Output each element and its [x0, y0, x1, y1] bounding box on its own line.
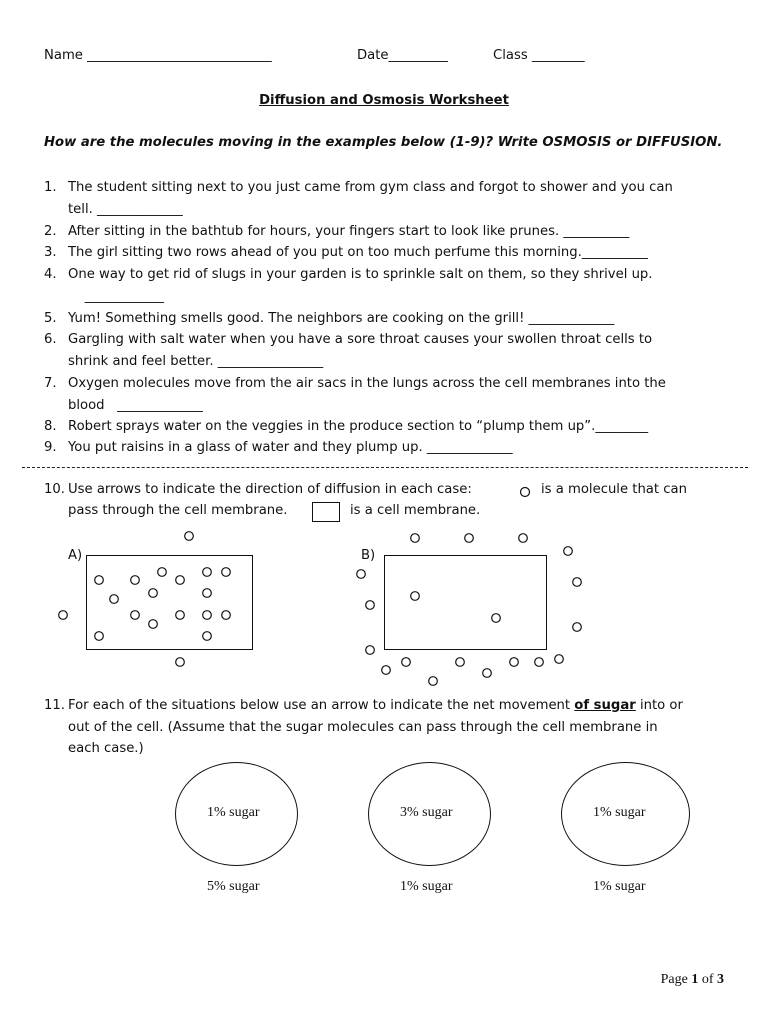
question-text: The student sitting next to you just came from gym class and forgot to shower and you can: [68, 180, 673, 195]
molecule: [456, 658, 465, 667]
molecule: [429, 677, 438, 686]
molecule: [203, 589, 212, 598]
question-number: 5.: [44, 311, 57, 326]
date-field[interactable]: Date_________: [357, 48, 448, 63]
question-number: 9.: [44, 440, 57, 455]
question-number: 1.: [44, 180, 57, 195]
molecule: [510, 658, 519, 667]
molecule: [176, 576, 185, 585]
molecule: [411, 534, 420, 543]
question-10-text-d: is a cell membrane.: [350, 503, 481, 518]
diffusion-keyword: DIFFUSION: [636, 135, 718, 150]
page-prefix: Page: [660, 972, 692, 987]
molecule: [519, 534, 528, 543]
molecule: [158, 568, 167, 577]
name-field[interactable]: Name ____________________________: [44, 48, 272, 63]
molecule: [203, 632, 212, 641]
question-text: One way to get rid of slugs in your garden is to sprinkle salt on them, so they shrivel up.: [68, 267, 653, 282]
page-current: 1: [691, 972, 699, 987]
molecule: [203, 611, 212, 620]
molecule: [366, 601, 375, 610]
page-number: [661, 972, 724, 988]
question-11-line-1: [68, 698, 683, 713]
question-text: Oxygen molecules move from the air sacs in the lungs across the cell membranes into the: [68, 376, 666, 391]
molecule: [492, 614, 501, 623]
question-text: Gargling with salt water when you have a sore throat causes your swollen throat cells to: [68, 332, 653, 347]
question-10-number: 10.: [44, 482, 65, 497]
molecule: [411, 592, 420, 601]
molecule: [573, 623, 582, 632]
molecule: [483, 669, 492, 678]
of-sugar-emphasis: of sugar: [574, 698, 636, 713]
question-10-text: Use arrows to indicate the direction of diffusion in each case:: [68, 482, 472, 497]
diagram-a-label: A): [68, 548, 83, 563]
answer-line[interactable]: shrink and feel better. ________________: [68, 353, 324, 369]
question-number: 7.: [44, 376, 57, 391]
question-number: 2.: [44, 224, 57, 239]
molecule: [357, 570, 366, 579]
answer-line[interactable]: tell. _____________: [68, 201, 183, 217]
question-text[interactable]: Robert sprays water on the veggies in the produce section to “plump them up”.________: [68, 419, 649, 434]
cell-3-outside-label: 1% sugar: [593, 879, 646, 894]
question-11-number: 11.: [44, 698, 65, 713]
question-text[interactable]: After sitting in the bathtub for hours, your fingers start to look like prunes. __________: [68, 224, 630, 239]
molecule: [222, 568, 231, 577]
worksheet-title: Diffusion and Osmosis Worksheet: [259, 93, 509, 108]
molecule: [149, 589, 158, 598]
instructions-prefix: How are the molecules moving in the examples below (1-9)? Write: [44, 135, 543, 150]
page-of: of: [698, 972, 717, 987]
cell-2-outside-label: 1% sugar: [400, 879, 453, 894]
instructions-suffix: .: [717, 135, 723, 150]
molecule: [402, 658, 411, 667]
molecule: [131, 611, 140, 620]
cell-2-inside-label: 3% sugar: [400, 805, 453, 820]
question-text[interactable]: The girl sitting two rows ahead of you put on too much perfume this morning.__________: [68, 245, 648, 260]
molecule: [555, 655, 564, 664]
osmosis-keyword: OSMOSIS: [542, 135, 612, 150]
molecule: [176, 611, 185, 620]
answer-line[interactable]: blood _____________: [68, 397, 203, 413]
diagram-b-label: B): [361, 548, 376, 563]
molecule: [110, 595, 119, 604]
cell-1-inside-label: 1% sugar: [207, 805, 260, 820]
molecule: [573, 578, 582, 587]
question-text[interactable]: You put raisins in a glass of water and they plump up. _____________: [68, 440, 513, 455]
question-10-text-b: is a molecule that can: [541, 482, 687, 497]
question-11-text: into or: [635, 698, 683, 713]
molecule: [95, 632, 104, 641]
question-number: 6.: [44, 332, 57, 347]
question-text[interactable]: Yum! Something smells good. The neighbors are cooking on the grill! _____________: [68, 311, 615, 326]
answer-line[interactable]: ____________: [68, 288, 164, 304]
page-total: 3: [717, 972, 724, 987]
molecule: [131, 576, 140, 585]
molecule: [59, 611, 68, 620]
molecule: [95, 576, 104, 585]
molecule: [564, 547, 573, 556]
class-field[interactable]: Class ________: [493, 48, 585, 63]
question-number: 4.: [44, 267, 57, 282]
molecule: [382, 666, 391, 675]
question-number: 8.: [44, 419, 57, 434]
molecule: [149, 620, 158, 629]
molecule: [465, 534, 474, 543]
molecule: [535, 658, 544, 667]
question-10-text-c: pass through the cell membrane.: [68, 503, 288, 518]
question-number: 3.: [44, 245, 57, 260]
cell-1-outside-label: 5% sugar: [207, 879, 260, 894]
molecule: [366, 646, 375, 655]
molecule: [203, 568, 212, 577]
molecule: [222, 611, 231, 620]
question-11-line-2: out of the cell. (Assume that the sugar molecules can pass through the cell membrane in: [68, 720, 658, 735]
question-11-text: For each of the situations below use an arrow to indicate the net movement: [68, 698, 575, 713]
question-11-line-3: each case.): [68, 741, 144, 756]
molecule: [185, 532, 194, 541]
cell-3-inside-label: 1% sugar: [593, 805, 646, 820]
instructions-or: or: [611, 135, 637, 150]
molecule: [176, 658, 185, 667]
